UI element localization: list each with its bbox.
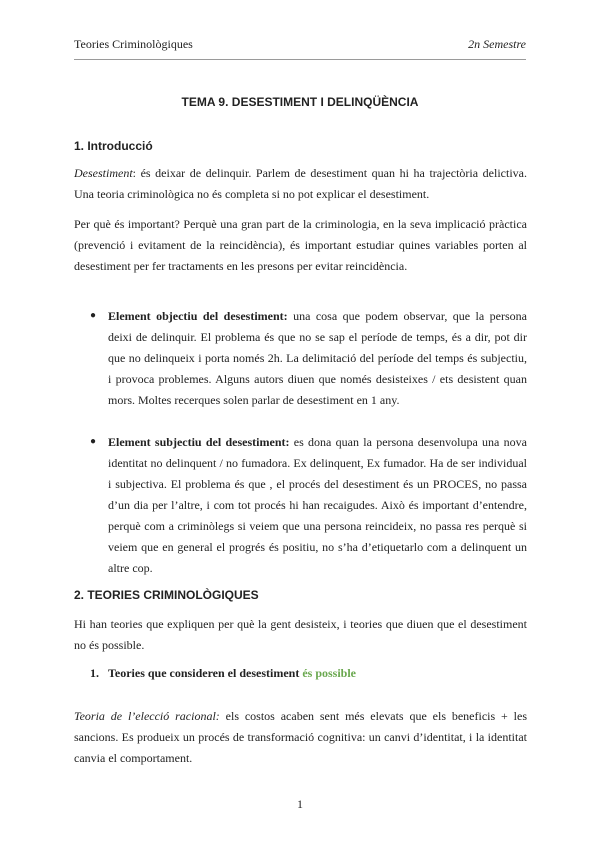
section-heading-teories: 2. TEORIES CRIMINOLÒGIQUES [74, 588, 259, 602]
paragraph-rational-choice [74, 706, 527, 769]
term-desestiment: Desestiment [74, 166, 133, 180]
paragraph-importance: Per què és important? Perquè una gran part de la criminologia, en la seva implicació pràctica (prevenció i evitament de la reincidència), és important estudiar quines variables porten al desestiment per fer tractaments en les presons per evitar reincidència. [74, 217, 527, 273]
bullet-icon: ● [90, 310, 97, 321]
bullet-item-objective [108, 306, 527, 411]
header-divider [74, 59, 526, 60]
list-item-label: Teories que consideren el desestiment [108, 666, 303, 680]
paragraph-text: els costos acaben sent més elevats que els beneficis + les sancions. Es produeix un procés de transformació cognitiva: un canvi d’identitat, i la identitat canvia el comportament. [74, 709, 527, 765]
section-heading-introduccio: 1. Introducció [74, 139, 153, 153]
bullet-text: es dona quan la persona desenvolupa una nova identitat no delinquent / no fumadora. Ex delinquent, Ex fumador. Ha de ser individual i subjectiva. El problema és que , el procés del desestiment és un PROCES, no passa d’un dia per l’altre, i com tot procés hi han recaigudes. Això és important d’entendre, perquè com a criminòlegs si veiem que una persona reincideix, no passa res perquè si veiem que en general el progrés és positiu, no s’ha d’etiquetarlo com a delinquent un altre cop. [108, 435, 527, 575]
bullet-term: Element objectiu del desestiment: [108, 309, 288, 323]
header-semester: 2n Semestre [468, 37, 526, 51]
term-rational-choice: Teoria de l’elecció racional: [74, 709, 220, 723]
bullet-term: Element subjectiu del desestiment: [108, 435, 290, 449]
page-number: 1 [297, 797, 303, 811]
paragraph-desestiment-definition [74, 163, 527, 205]
document-title: TEMA 9. DESESTIMENT I DELINQÜÈNCIA [181, 95, 419, 109]
list-item-highlight: és possible [302, 666, 357, 680]
paragraph-theories-intro: Hi han teories que expliquen per què la gent desisteix, i teories que diuen que el desestiment no és possible. [74, 617, 527, 652]
paragraph-text: : és deixar de delinquir. Parlem de desestiment quan hi ha trajectòria delictiva. Una teoria criminològica no és completa si no pot explicar el desestiment. [74, 166, 527, 201]
header-course-title: Teories Criminològiques [74, 37, 193, 51]
bullet-text: una cosa que podem observar, que la persona deixi de delinquir. El problema és que no se sap el període de temps, és a dir, pot dir que no delinqueix i porta només 2h. La delimitació del període del temps és subjectiu, i provoca problemes. Alguns autors diuen que només desisteixes / ets desistent quan mors. Moltes recerques solen parlar de desestiment en 1 any. [108, 309, 527, 407]
list-number: 1. [90, 666, 99, 680]
list-item-theories-possible [108, 666, 356, 681]
bullet-icon: ● [90, 436, 97, 447]
bullet-item-subjective [108, 432, 527, 579]
